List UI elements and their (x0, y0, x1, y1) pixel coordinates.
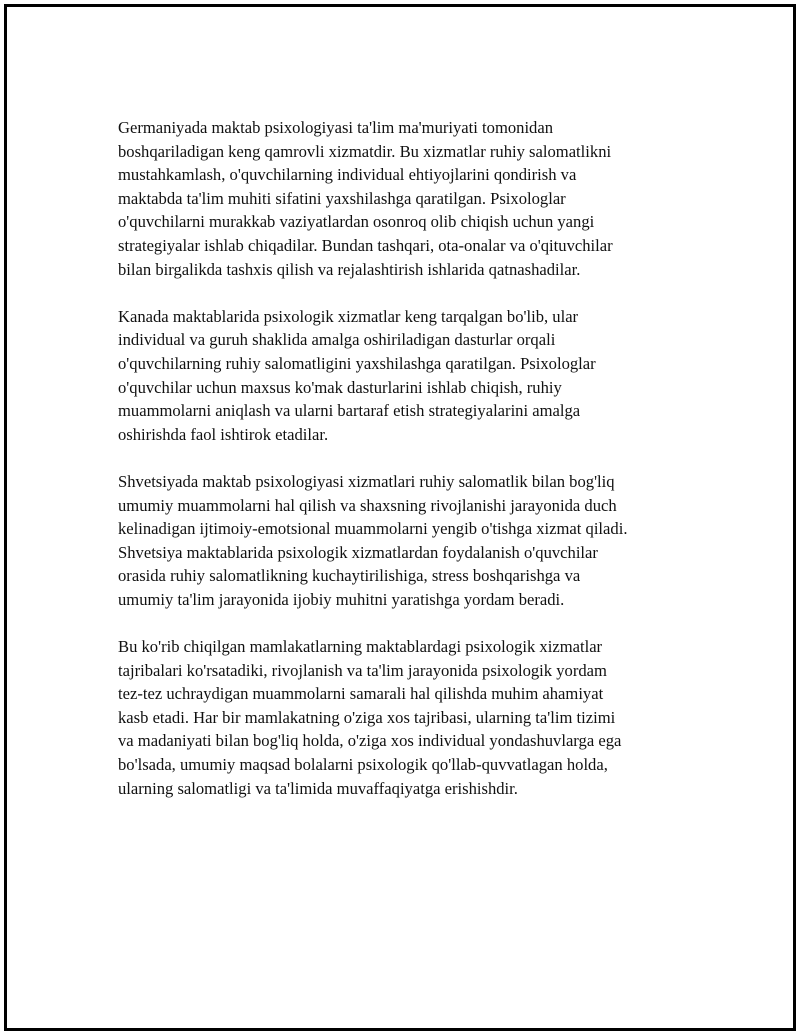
text-line: strategiyalar ishlab chiqadilar. Bundan tashqari, ota-onalar va o'qituvchilar (118, 235, 613, 255)
text-line: Shvetsiyada maktab psixologiyasi xizmatlari ruhiy salomatlik bilan bog'liq (118, 471, 615, 491)
text-line: maktabda ta'lim muhiti sifatini yaxshilashga qaratilgan. Psixologlar (118, 188, 566, 208)
text-line: Germaniyada maktab psixologiyasi ta'lim ma'muriyati tomonidan (118, 118, 554, 137)
text-line: Bu ko'rib chiqilgan mamlakatlarning maktablardagi psixologik xizmatlar (118, 637, 603, 657)
text-line: o'quvchilarning ruhiy salomatligini yaxshilashga qaratilgan. Psixologlar (118, 353, 596, 373)
document-body (118, 116, 686, 824)
text-line: Kanada maktablarida psixologik xizmatlar keng tarqalgan bo'lib, ular (118, 306, 579, 326)
text-line: tez-tez uchraydigan muammolarni samarali hal qilishda muhim ahamiyat (118, 684, 604, 704)
text-line: oshirishda faol ishtirok etadilar. (118, 424, 329, 444)
text-line: ularning salomatligi va ta'limida muvaffaqiyatga erishishdir. (118, 778, 518, 798)
text-line: o'quvchilar uchun maxsus ko'mak dasturlarini ishlab chiqish, ruhiy (118, 377, 562, 397)
paragraph-canada (118, 305, 686, 447)
paragraph-germany (118, 116, 686, 281)
text-line: o'quvchilarni murakkab vaziyatlardan osonroq olib chiqish uchun yangi (118, 212, 595, 232)
text-line: muammolarni aniqlash va ularni bartaraf etish strategiyalarini amalga (118, 401, 581, 421)
text-line: bo'lsada, umumiy maqsad bolalarni psixologik qo'llab-quvvatlagan holda, (118, 755, 608, 775)
paragraph-sweden (118, 470, 686, 612)
text-line: Shvetsiya maktablarida psixologik xizmatlardan foydalanish o'quvchilar (118, 542, 598, 562)
text-line: va madaniyati bilan bog'liq holda, o'ziga xos individual yondashuvlarga ega (118, 731, 622, 751)
text-line: umumiy muammolarni hal qilish va shaxsning rivojlanishi jarayonida duch (118, 495, 617, 515)
text-line: kelinadigan ijtimoiy-emotsional muammolarni yengib o'tishga xizmat qiladi. (118, 519, 628, 539)
text-line: bilan birgalikda tashxis qilish va rejalashtirish ishlarida qatnashadilar. (118, 259, 581, 279)
paragraph-conclusion (118, 635, 686, 800)
text-line: tajribalari ko'rsatadiki, rivojlanish va ta'lim jarayonida psixologik yordam (118, 660, 607, 680)
text-line: individual va guruh shaklida amalga oshiriladigan dasturlar orqali (118, 330, 556, 350)
text-line: orasida ruhiy salomatlikning kuchaytirilishiga, stress boshqarishga va (118, 566, 581, 586)
text-line: umumiy ta'lim jarayonida ijobiy muhitni yaratishga yordam beradi. (118, 589, 565, 609)
text-line: mustahkamlash, o'quvchilarning individual ehtiyojlarini qondirish va (118, 165, 577, 185)
text-line: kasb etadi. Har bir mamlakatning o'ziga xos tajribasi, ularning ta'lim tizimi (118, 707, 616, 727)
text-line: boshqariladigan keng qamrovli xizmatdir. Bu xizmatlar ruhiy salomatlikni (118, 141, 612, 161)
